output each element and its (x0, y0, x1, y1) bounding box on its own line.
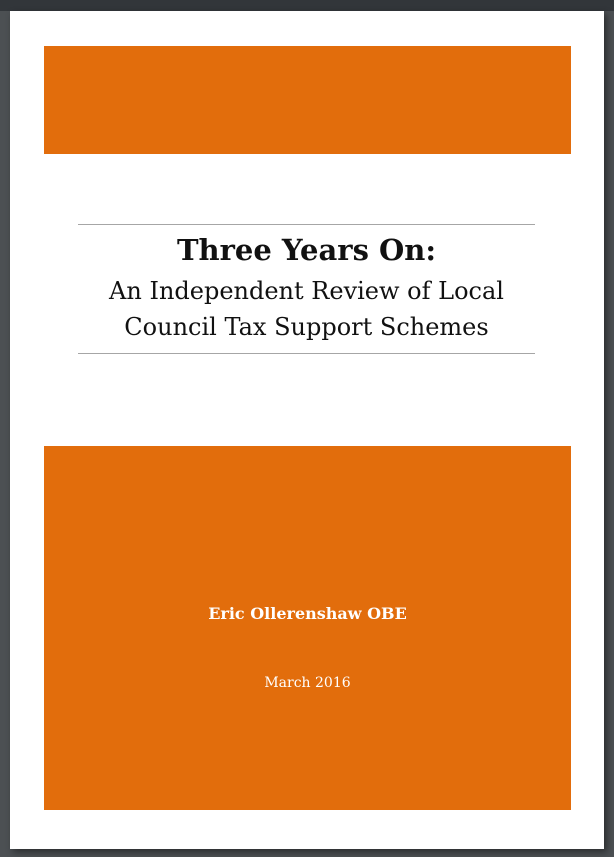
title-divider-top (78, 224, 535, 225)
document-page (10, 11, 604, 849)
document-subtitle-line1: An Independent Review of Local (109, 277, 504, 305)
author-name: Eric Ollerenshaw OBE (208, 604, 407, 623)
cover-bottom-orange-band (44, 446, 571, 810)
document-title: Three Years On: (176, 233, 437, 267)
viewer-toolbar-edge (0, 0, 614, 11)
title-block (78, 227, 535, 345)
cover-top-orange-band (44, 46, 571, 154)
publication-date: March 2016 (264, 675, 351, 691)
title-divider-bottom (78, 353, 535, 354)
document-subtitle-line2: Council Tax Support Schemes (124, 313, 489, 341)
